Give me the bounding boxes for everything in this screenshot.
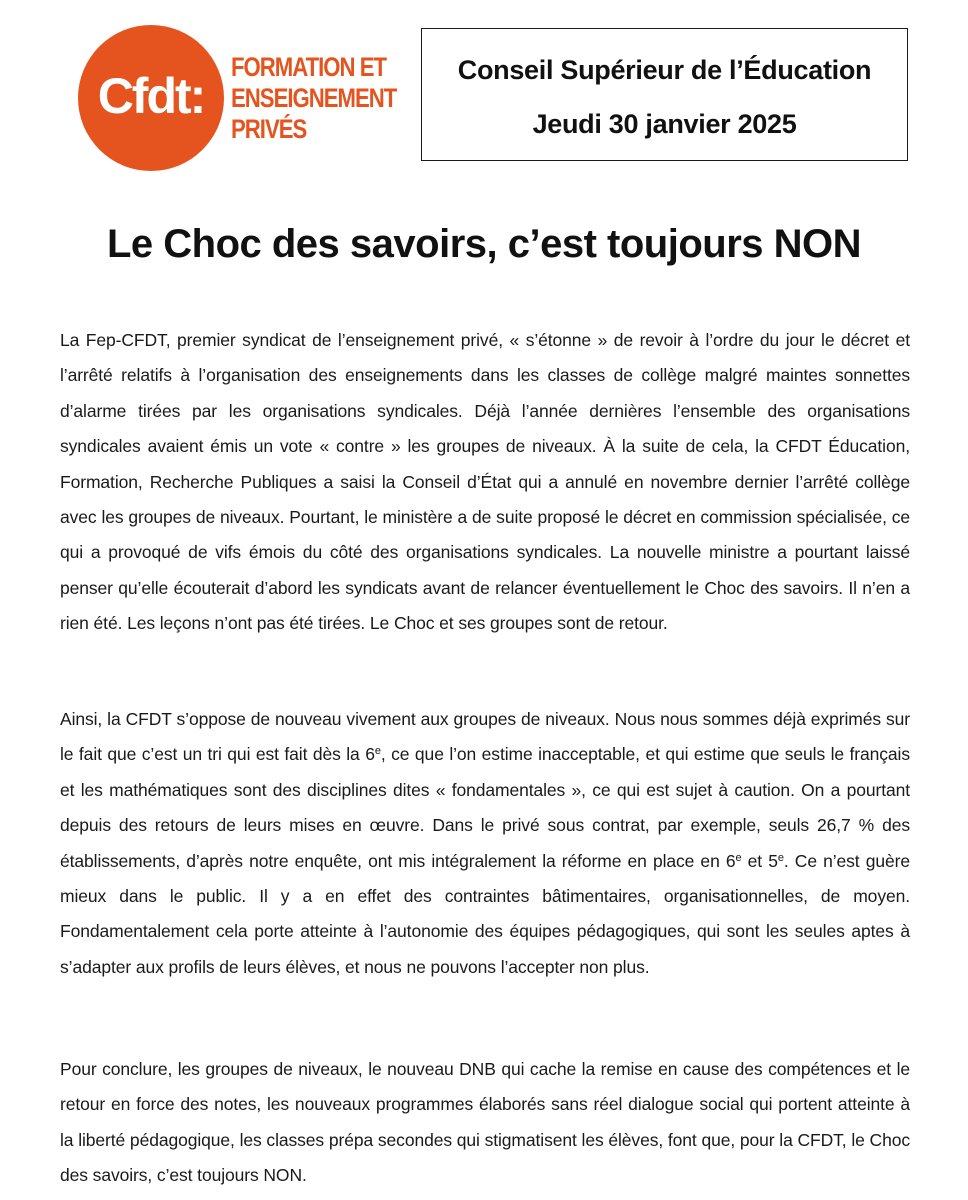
logo-text-line-1: FORMATION ET [231,52,387,82]
paragraph-opposition [60,702,910,985]
superscript-e-1: e [374,745,381,758]
logo-text [231,52,396,145]
logo-text-line-3: PRIVÉS [231,114,307,144]
paragraph-opposition-part-c: et 5 [741,850,778,871]
superscript-e-2: e [735,851,742,864]
page-title: Le Choc des savoirs, c’est toujours NON [106,222,862,266]
paragraph-conclusion: Pour conclure, les groupes de niveaux, le nouveau DNB qui cache la remise en cause des compétences et le retour en force des notes, les nouveaux programmes élaborés sans réel dialogue social qui portent atteinte à la liberté pédagogique, les classes prépa secondes qui stigmatisent les élèves, font que, pour la CFDT, le Choc des savoirs, c’est toujours NON. [60,1059,910,1186]
header-date: Jeudi 30 janvier 2025 [532,109,797,139]
paragraph-intro: La Fep-CFDT, premier syndicat de l’enseignement privé, « s’étonne » de revoir à l’ordre du jour le décret et l’arrêté relatifs à l’organisation des enseignements dans les classes de collège malgré maintes sonnettes d’alarme tirées par les organisations syndicales. Déjà l’année dernières l’ensemble des organisations syndicales avaient émis un vote « contre » les groupes de niveaux. À la suite de cela, la CFDT Éducation, Formation, Recherche Publiques a saisi la Conseil d’État qui a annulé en novembre dernier l’arrêté collège avec les groupes de niveaux. Pourtant, le ministère a de suite proposé le décret en commission spécialisée, ce qui a provoqué de vifs émois du côté des organisations syndicales. La nouvelle ministre a pourtant laissé penser qu’elle écouterait d’abord les syndicats avant de relancer éventuellement le Choc des savoirs. Il n’en a rien été. Les leçons n’ont pas été tirées. Le Choc et ses groupes sont de retour. [60,330,910,634]
cfdt-logo [78,25,398,173]
header-council-name: Conseil Supérieur de l’Éducation [457,55,872,85]
logo-text-line-2: ENSEIGNEMENT [231,83,397,113]
paragraph-opposition-part-a: Ainsi, la CFDT s’oppose de nouveau vivement aux groupes de niveaux. Nous nous sommes déjà exprimés sur le fait que c’est un tri qui est fait dès la 6 [60,709,910,765]
paragraph-opposition-part-d: . Ce n’est guère mieux dans le public. Il y a en effet des contraintes bâtimentaires, organisationnelles, de moyen. Fondamentalement cela porte atteinte à l’autonomie des équipes pédagogiques, qui sont les seules aptes à s’adapter aux profils de leurs élèves, et nous ne pouvons l’accepter non plus. [60,850,910,977]
logo-wordmark: Cfdt: [97,68,205,124]
superscript-e-3: e [777,851,784,864]
paragraph-opposition-part-b: , ce que l’on estime inacceptable, et qui estime que seuls le français et les mathématiques sont des disciplines dites « fondamentales », ce qui est sujet à caution. On a pourtant depuis des retours de leurs mises en œuvre. Dans le privé sous contrat, par exemple, seuls 26,7 % des établissements, d’après notre enquête, ont mis intégralement la réforme en place en 6 [60,744,911,871]
header-box [421,28,908,161]
logo-circle [78,25,224,171]
